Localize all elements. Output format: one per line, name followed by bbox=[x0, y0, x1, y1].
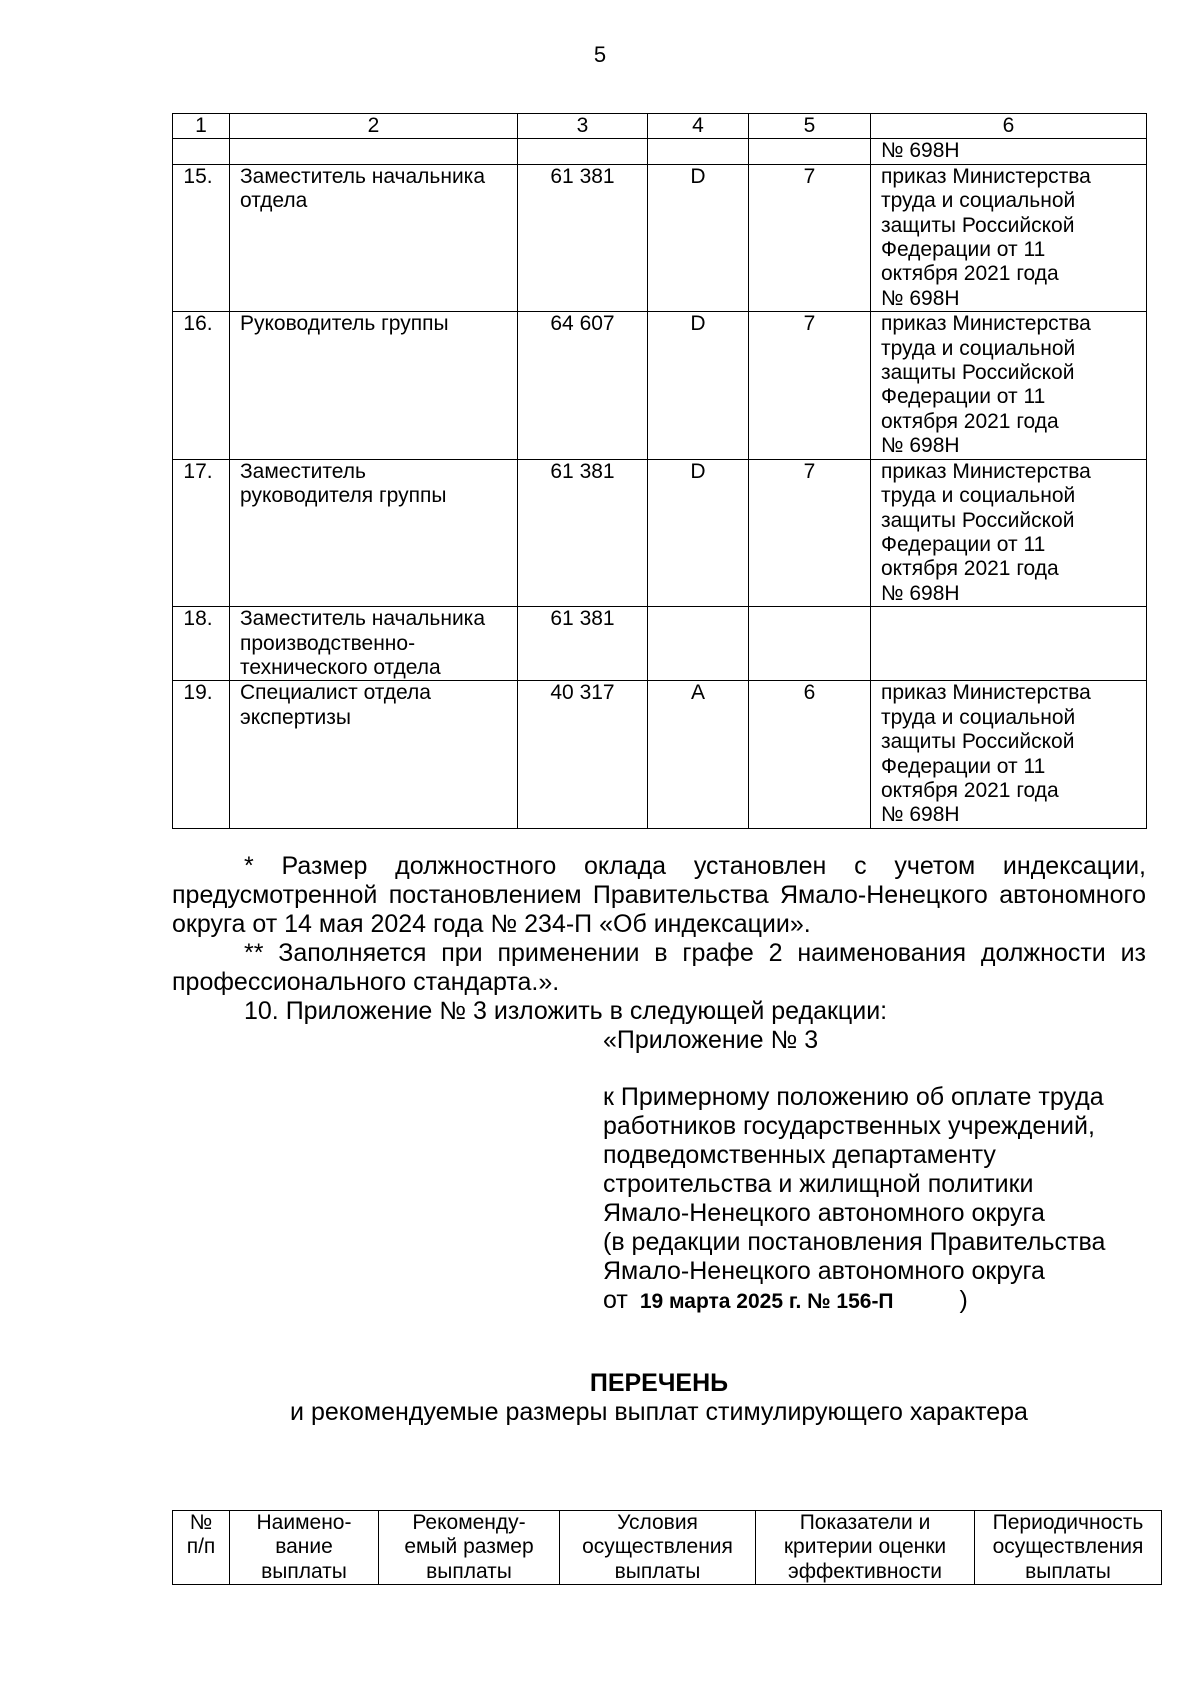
header-cell: Наимено- вание выплаты bbox=[230, 1511, 379, 1585]
group-cell: A bbox=[648, 681, 749, 828]
header-cell: Условия осуществления выплаты bbox=[560, 1511, 756, 1585]
level-cell: 6 bbox=[749, 681, 871, 828]
payments-table bbox=[172, 1510, 1162, 1585]
group-cell: D bbox=[648, 164, 749, 311]
group-cell: D bbox=[648, 312, 749, 459]
row-number: 18. bbox=[173, 607, 230, 681]
position-name: Специалист отдела экспертизы bbox=[230, 681, 518, 828]
appendix-line: Ямало-Ненецкого автономного округа bbox=[603, 1199, 1045, 1227]
appendix-line: подведомственных департаменту bbox=[603, 1141, 996, 1169]
position-name: Заместитель начальника производственно- технического отдела bbox=[230, 607, 518, 681]
basis-cell bbox=[871, 607, 1147, 681]
header-cell: Показатели и критерии оценки эффективности bbox=[756, 1511, 975, 1585]
date-prefix: от bbox=[603, 1286, 628, 1314]
level-cell: 7 bbox=[749, 312, 871, 459]
header-cell: Рекоменду- емый размер выплаты bbox=[379, 1511, 560, 1585]
salary-cell: 64 607 bbox=[518, 312, 648, 459]
footnote-2: ** Заполняется при применении в графе 2 наименования должности из профессионального стандарта.». bbox=[172, 939, 1146, 996]
position-name: Заместитель руководителя группы bbox=[230, 459, 518, 606]
date-suffix: ) bbox=[959, 1286, 968, 1314]
row-number: 17. bbox=[173, 459, 230, 606]
appendix-block bbox=[603, 1083, 1163, 1316]
header-cell: 6 bbox=[871, 114, 1147, 139]
table-row bbox=[173, 459, 1147, 606]
row-number: 16. bbox=[173, 312, 230, 459]
appendix-line: (в редакции постановления Правительства bbox=[603, 1228, 1106, 1256]
header-cell: 1 bbox=[173, 114, 230, 139]
appendix-line: работников государственных учреждений, bbox=[603, 1112, 1095, 1140]
header-cell: 3 bbox=[518, 114, 648, 139]
row-number: 15. bbox=[173, 164, 230, 311]
basis-cell: приказ Министерства труда и социальной защиты Российской Федерации от 11 октября 2021 года № 698Н bbox=[871, 312, 1147, 459]
salary-cell: 61 381 bbox=[518, 459, 648, 606]
basis-cell: приказ Министерства труда и социальной защиты Российской Федерации от 11 октября 2021 года № 698Н bbox=[871, 681, 1147, 828]
group-cell: D bbox=[648, 459, 749, 606]
appendix-line: к Примерному положению об оплате труда bbox=[603, 1083, 1104, 1111]
salary-cell: 61 381 bbox=[518, 164, 648, 311]
header-cell: 2 bbox=[230, 114, 518, 139]
appendix-date-line bbox=[603, 1286, 1163, 1316]
resolution-date: 19 марта 2025 г. № 156-П bbox=[639, 1290, 894, 1313]
salary-cell: 40 317 bbox=[518, 681, 648, 828]
group-cell bbox=[648, 607, 749, 681]
level-cell: 7 bbox=[749, 459, 871, 606]
basis-cell: приказ Министерства труда и социальной защиты Российской Федерации от 11 октября 2021 года № 698Н bbox=[871, 164, 1147, 311]
table-row bbox=[173, 607, 1147, 681]
header-cell: 5 bbox=[749, 114, 871, 139]
document-title: ПЕРЕЧЕНЬ bbox=[589, 1369, 729, 1397]
positions-table bbox=[172, 113, 1147, 829]
item-10: 10. Приложение № 3 изложить в следующей редакции: bbox=[244, 997, 888, 1025]
salary-cell: 61 381 bbox=[518, 607, 648, 681]
header-cell: 4 bbox=[648, 114, 749, 139]
table-header-row bbox=[173, 114, 1147, 139]
table-row bbox=[173, 681, 1147, 828]
table-row bbox=[173, 164, 1147, 311]
table-row bbox=[173, 312, 1147, 459]
basis-cell: приказ Министерства труда и социальной защиты Российской Федерации от 11 октября 2021 года № 698Н bbox=[871, 459, 1147, 606]
header-cell: № п/п bbox=[173, 1511, 230, 1585]
footnote-1: * Размер должностного оклада установлен с учетом индексации, предусмотренной постановлением Правительства Ямало-Ненецкого автономного округа от 14 мая 2024 года № 234-П «Об индексации». bbox=[172, 852, 1146, 938]
table-row bbox=[173, 139, 1147, 164]
level-cell bbox=[749, 607, 871, 681]
appendix-heading: «Приложение № 3 bbox=[603, 1026, 819, 1054]
level-cell: 7 bbox=[749, 164, 871, 311]
table-header-row bbox=[173, 1511, 1162, 1585]
continuation-cell: № 698Н bbox=[871, 139, 1147, 164]
appendix-line: Ямало-Ненецкого автономного округа bbox=[603, 1257, 1045, 1285]
document-subtitle: и рекомендуемые размеры выплат стимулирующего характера bbox=[290, 1398, 1028, 1426]
position-name: Заместитель начальника отдела bbox=[230, 164, 518, 311]
header-cell: Периодичность осуществления выплаты bbox=[975, 1511, 1162, 1585]
appendix-line: строительства и жилищной политики bbox=[603, 1170, 1034, 1198]
page-number: 5 bbox=[593, 42, 607, 67]
row-number: 19. bbox=[173, 681, 230, 828]
position-name: Руководитель группы bbox=[230, 312, 518, 459]
